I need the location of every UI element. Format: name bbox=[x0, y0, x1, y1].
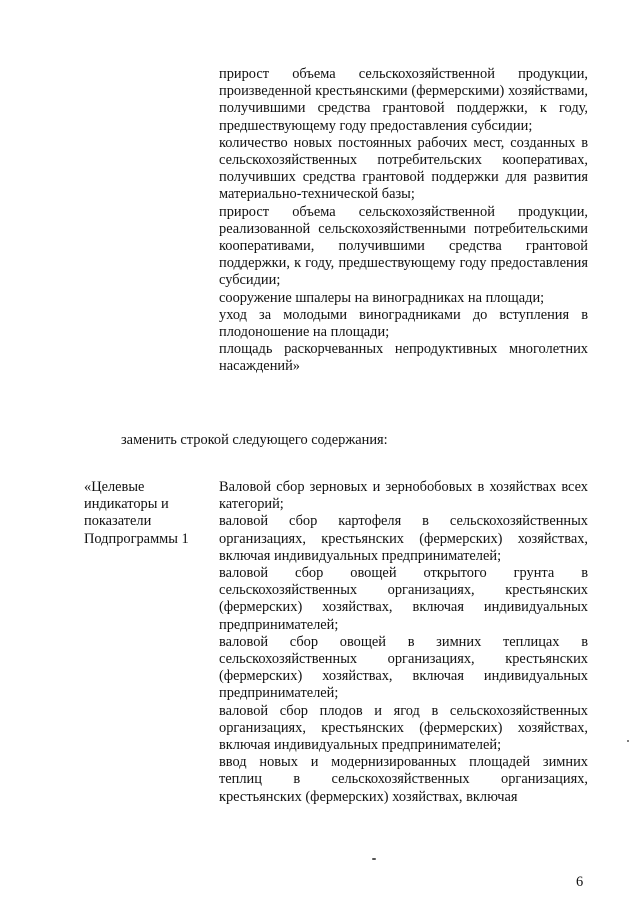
list-item: валовой сбор плодов и ягод в сельскохозяйственных организациях, крестьянских (фермерских) хозяйствах, включая индивидуальных предпринимателей; bbox=[219, 702, 588, 754]
row-label-line: Подпрограммы 1 bbox=[84, 530, 189, 547]
list-item: ввод новых и модернизированных площадей зимних теплиц в сельскохозяйственных организациях, крестьянских (фермерских) хозяйствах, включая bbox=[219, 754, 588, 805]
indicator-list-new bbox=[219, 479, 588, 806]
row-label-line: «Целевые bbox=[84, 479, 145, 495]
scan-speck bbox=[627, 740, 629, 742]
row-label-line: индикаторы и bbox=[84, 496, 169, 513]
page-number: 6 bbox=[576, 874, 584, 890]
list-item: уход за молодыми виноградниками до вступления в плодоношение на площади; bbox=[219, 306, 588, 341]
indicator-list-old bbox=[219, 66, 588, 376]
scan-speck bbox=[372, 858, 376, 860]
row-label-line: показатели bbox=[84, 513, 152, 530]
list-item: площадь раскорчеванных непродуктивных многолетних насаждений» bbox=[219, 341, 588, 375]
list-item: сооружение шпалеры на виноградниках на площади; bbox=[219, 289, 545, 306]
list-item: прирост объема сельскохозяйственной продукции, произведенной крестьянскими (фермерскими) хозяйствами, получившими средства грантовой поддержки, к году, предшествующему году предоставления субсидии; bbox=[219, 66, 588, 134]
list-item: валовой сбор картофеля в сельскохозяйственных организациях, крестьянских (фермерских) хозяйствах, включая индивидуальных предпринимателей; bbox=[219, 513, 588, 564]
list-item: прирост объема сельскохозяйственной продукции, реализованной сельскохозяйственными потребительскими кооперативами, получившими средства грантовой поддержки, к году, предшествующему году предоставления субсидии; bbox=[219, 203, 588, 289]
list-item: количество новых постоянных рабочих мест, созданных в сельскохозяйственных потребительских кооперативах, получивших средства грантовой поддержки для развития материально-технической базы; bbox=[219, 134, 588, 203]
row-label bbox=[84, 479, 209, 548]
replace-instruction: заменить строкой следующего содержания: bbox=[121, 432, 388, 448]
list-item: валовой сбор овощей открытого грунта в сельскохозяйственных организациях, крестьянских (фермерских) хозяйствах, включая индивидуальных предпринимателей; bbox=[219, 565, 588, 633]
list-item: валовой сбор овощей в зимних теплицах в сельскохозяйственных организациях, крестьянских (фермерских) хозяйствах, включая индивидуальных предпринимателей; bbox=[219, 633, 588, 702]
list-item: Валовой сбор зерновых и зернобобовых в хозяйствах всех категорий; bbox=[219, 479, 588, 513]
